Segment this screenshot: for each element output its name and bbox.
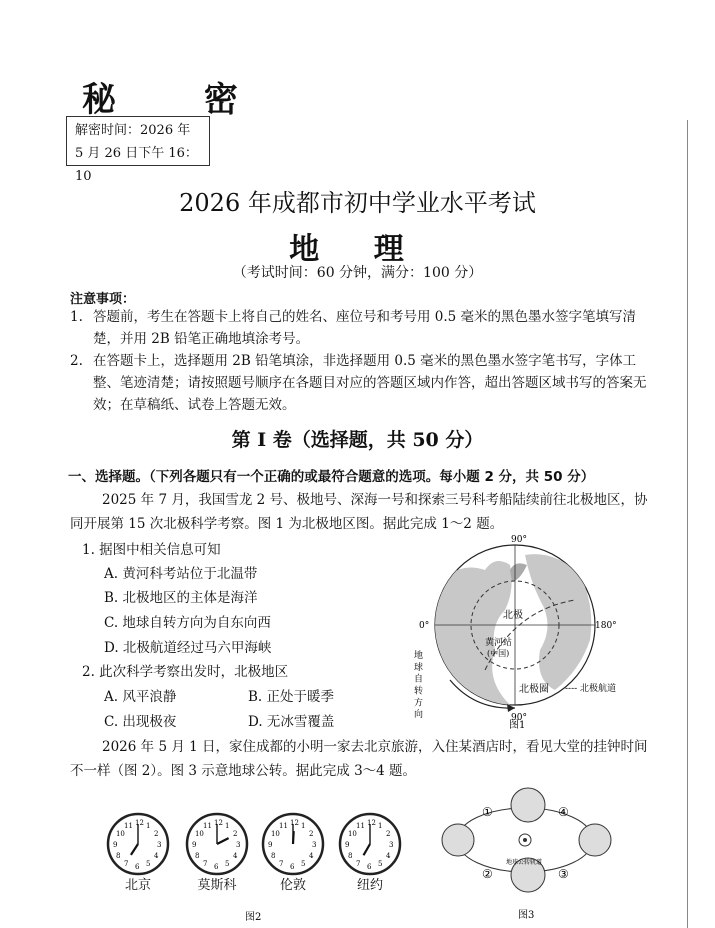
volume-title: 第 I 卷（选择题，共 50 分） [231,429,484,451]
clock-numeral: 9 [113,841,118,849]
clock-numeral: 12 [290,819,299,827]
fig1-top-label: 90° [511,535,527,545]
clock-numeral: 10 [270,830,280,838]
fig1-left-label: 0° [419,621,430,631]
declassification-box [66,116,210,184]
clock-numeral: 9 [192,841,197,849]
station-sub-label: (中国) [487,649,510,658]
notice-num: 1. [70,309,83,325]
clock-numeral: 1 [225,821,230,830]
passage-2: 2026 年 5 月 1 日，家住成都的小明一家去北京旅游，入住某酒店时，看见大堂的挂钟时间不一样（图 2）。图 3 示意地球公转。据此完成 3～4 题。 [70,739,648,779]
secret-stamp: 秘 密 [82,80,276,120]
clock-numeral: 2 [233,830,238,838]
clock-numeral: 10 [194,830,204,838]
clock-city-london: 伦敦 [279,878,306,893]
clock-numeral: 3 [312,841,317,849]
question-2-stem: 2. 此次科学考察出发时，北极地区 [82,664,289,680]
orbit-pos-2: ② [482,867,493,881]
clock-numeral: 11 [356,821,365,830]
clock-city-beijing: 北京 [124,878,151,893]
clock-numeral: 2 [309,830,314,838]
notice-text: 在答题卡上，选择题用 2B 铅笔填涂，非选择题用 0.5 毫米的黑色墨水签字笔书写，字体工整、笔迹清楚；请按照题号顺序在各题目对应的答题区域内作答，超出答题区域书写的答案无效；在草稿纸、试卷上答题无效。 [93,353,647,413]
clock-numeral: 6 [214,863,219,871]
clock-numeral: 7 [203,860,208,869]
clock-numeral: 4 [233,852,238,860]
clock-numeral: 6 [135,863,140,871]
clock-city-moscow: 莫斯科 [197,878,237,893]
orbit-pos-1: ① [482,805,493,819]
q2-option-a: A. 风平浪静 [104,689,177,705]
north-pole-label: 北极 [503,610,523,621]
clock-numeral: 11 [279,821,288,830]
declass-line-2: 5 月 26 日下午 16：10 [75,146,198,184]
q2-option-d: D. 无冰雪覆盖 [248,714,335,730]
clock-numeral: 8 [270,852,276,860]
station-label: 黄河站 [485,638,513,648]
exam-info: （考试时间：60 分钟，满分：100 分） [232,265,483,281]
rotation-label: 地 球 自 转 方 向 [412,650,422,719]
notice-heading: 注意事项： [70,292,136,307]
clock-numeral: 1 [301,821,306,830]
passage-1: 2025 年 7 月，我国雪龙 2 号、极地号、深海一号和探索三号科考船陆续前往北极地区，协同开展第 15 次北极科学考察。图 1 为北极地区图。据此完成 1～2 题。 [70,492,648,532]
declass-line-1: 解密时间：2026 年 [75,123,191,138]
q1-option-c: C. 地球自转方向为自东向西 [104,615,271,631]
fig3-caption: 图3 [518,910,535,921]
clock-numeral: 5 [301,860,306,869]
clocks-figure [100,802,400,922]
q1-option-d: D. 北极航道经过马六甲海峡 [104,640,272,656]
subject-title: 地 理 [289,232,426,267]
clock-numeral: 7 [279,860,284,869]
arctic-map-figure [412,530,655,731]
orbit-text: 地球公转轨道 [506,859,543,866]
clock-numeral: 4 [154,852,159,860]
clock-numeral: 8 [115,852,121,860]
clock-numeral: 3 [157,841,162,849]
notice-num: 2. [70,353,83,369]
clock-numeral: 1 [378,821,383,830]
clock-numeral: 6 [290,863,295,871]
clock-numeral: 8 [347,852,353,860]
clock-numeral: 3 [236,841,241,849]
clock-numeral: 9 [268,841,273,849]
orbit-pos-4: ④ [558,805,569,819]
clock-numeral: 2 [386,830,391,838]
clock-numeral: 11 [203,821,212,830]
clock-numeral: 6 [367,863,372,871]
fig1-bottom-label: 90° [511,713,527,723]
notice-item [70,350,660,416]
clock-numeral: 5 [225,860,230,869]
clock-numeral: 4 [309,852,314,860]
clock-numeral: 10 [347,830,357,838]
clock-numeral: 8 [194,852,200,860]
fig1-caption: 图1 [509,720,526,731]
clock-numeral: 2 [154,830,159,838]
clock-numeral: 5 [378,860,383,869]
clock-numeral: 1 [146,821,151,830]
orbit-pos-3: ③ [558,867,569,881]
clock-numeral: 3 [389,841,394,849]
clock-numeral: 7 [356,860,361,869]
clock-numeral: 12 [135,819,144,827]
clock-numeral: 11 [124,821,133,830]
fig2-caption: 图2 [245,912,262,923]
question-1-stem: 1. 据图中相关信息可知 [82,542,221,558]
clock-city-newyork: 纽约 [356,878,383,893]
q2-option-c: C. 出现极夜 [104,714,177,730]
q1-option-b: B. 北极地区的主体是海洋 [104,590,258,606]
clock-numeral: 5 [146,860,151,869]
fig1-right-label: 180° [595,621,617,631]
arctic-circle-label: 北极圈 [519,684,549,695]
orbit-figure [440,780,620,920]
clock-numeral: 12 [367,819,376,827]
clock-numeral: 7 [124,860,129,869]
q1-option-a: A. 黄河科考站位于北温带 [104,566,258,582]
section-title: 一、选择题。（下列各题只有一个正确的或最符合题意的选项。每小题 2 分，共 50 分） [68,469,595,485]
notice-text: 答题前，考生在答题卡上将自己的姓名、座位号和考号用 0.5 毫米的黑色墨水签字笔填写清楚，并用 2B 铅笔正确地填涂考号。 [93,309,637,347]
q2-option-b: B. 正处于暖季 [248,689,335,705]
clock-numeral: 10 [115,830,125,838]
clock-numeral: 12 [214,819,223,827]
route-legend: ---- 北极航道 [565,684,617,694]
notice-item [70,306,660,350]
clock-numeral: 4 [386,852,391,860]
exam-title: 2026 年成都市初中学业水平考试 [179,189,536,217]
clock-numeral: 9 [345,841,350,849]
